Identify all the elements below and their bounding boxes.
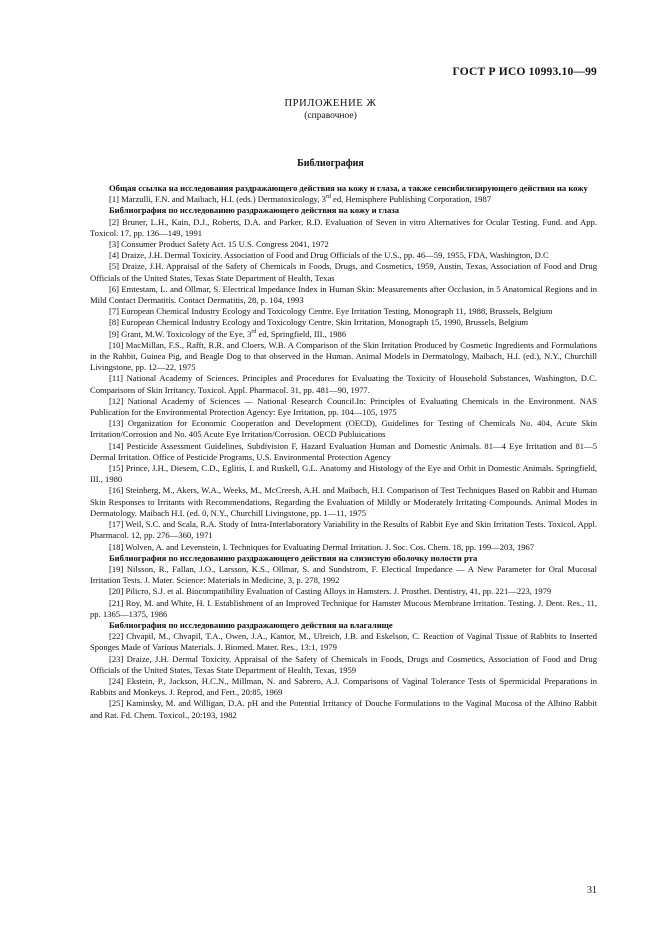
page-number: 31 — [587, 885, 597, 896]
annex-title: ПРИЛОЖЕНИЕ Ж — [284, 98, 377, 109]
reference-entry — [90, 631, 597, 653]
reference-text: [8] European Chemical Industry Ecology and Toxicology Centre. Skin Irritation, Monograph 15, 1990, Brussels, Belgium — [109, 317, 529, 328]
section-heading — [90, 553, 597, 564]
reference-text: Библиография по исследованию раздражающего действия на кожу и глаза — [109, 205, 400, 216]
section-heading — [90, 620, 597, 631]
reference-text: [10] MacMillan, F.S., Rafft, R.R. and Cloers, W.B. A Comparison of the Skin Irritation Produced by Cosmetic Ingredients and Formulations in the Rabbit, Guinea Pig, and Beagle Dog to that observed in the Human. Animal Models in Dermatology, Maibach, H.I. (ed.), N.Y., Churchill Livingstone, pp. 12—22, 1975 — [90, 339, 597, 373]
reference-entry — [90, 261, 597, 283]
reference-entry — [90, 519, 597, 541]
reference-text: [15] Prince, J.H., Diesem, C.D., Eglitis, I. and Ruskell, G.L. Anatomy and Histology of the Eye and Orbit in Domestic Animals. Springfield, III., 1980 — [90, 463, 597, 485]
reference-entry — [90, 217, 597, 239]
reference-text: [13] Organization for Economic Cooperation and Development (OECD), Guidelines for Testing of Chemicals No. 404, Acute Skin Irritation/Corrosion and No. 405 Acute Eye Irritation/Corrosion. OECD Publuications — [90, 418, 597, 440]
reference-text-continued: ed, Springfield, III., 1986 — [256, 328, 347, 339]
reference-text: [21] Roy, M. and White, H. I. Establishment of an Improved Technique for Hamster Mucous Membrane Irritation. Testing. J. Dent. Res., 11, pp. 1365—1375, 1986 — [90, 597, 597, 619]
reference-entry — [90, 373, 597, 395]
reference-entry — [90, 284, 597, 306]
reference-entry — [90, 239, 597, 250]
reference-entry — [90, 194, 597, 205]
reference-entry — [90, 485, 597, 519]
reference-text: [11] National Academy of Sciences. Principles and Procedures for Evaluating the Toxicity of Household Substances, Washington, D.C. Comparisons of Skin Irritancy. Toxicol. Appl. Pharmacol. 31, pp. 481—90, 1977. — [90, 373, 597, 395]
reference-entry — [90, 396, 597, 418]
section-title: Библиография — [297, 158, 364, 169]
reference-text: [3] Consumer Product Safety Act. 15 U.S. Congress 2041, 1972 — [109, 239, 329, 250]
reference-entry — [90, 676, 597, 698]
reference-text: Библиография по исследованию раздражающего действия на слизистую оболочку полости рта — [109, 552, 478, 563]
reference-text: [6] Emtestam, L. and Ollmar, S. Electrical Impedance Index in Human Skin: Measurements after Occlusion, in 5 Anatomical Regions and in Mild Contact Dermatitis. Contact Dermatitis, 28, p. 104, 1993 — [90, 283, 597, 306]
reference-text: [22] Chvapil, M., Chvapil, T.A., Owen, J.A., Kantor, M., Ulreich, J.B. and Eskelson, C. Reaction of Vaginal Tissue of Rabbits to Inserted Sponges Made of Various Materials. J. Biomed. Mater. Res., 13:1, 1979 — [90, 631, 597, 653]
reference-entry — [90, 542, 597, 553]
section-heading — [90, 205, 597, 216]
bibliography-list — [90, 183, 597, 721]
reference-entry — [90, 340, 597, 374]
reference-text: [16] Steinberg, M., Akers, W.A., Weeks, M., McCreesh, A.H. and Maibach, H.I. Comparison of Test Techniques Based on Rabbit and Human Skin Responses to Irritants with Recommendations, Regarding the Evaluation of Mildly or Moderately Irritating Compounds. Animal Modes in Dermatology. Maibach H.I. (ed. 0, N.Y., Churchill Livingstone, pp. 1—11, 1975 — [90, 485, 597, 518]
reference-text: [17] Weil, S.C. and Scala, R.A. Study of Intra-Interlaboratory Variability in the Results of Rabbit Eye and Skin Irritation Tests. Toxicol. Appl. Pharmacol. 12, pp. 276—360, 1971 — [90, 519, 597, 541]
reference-entry — [90, 463, 597, 485]
reference-entry — [90, 698, 597, 720]
section-heading — [90, 183, 597, 194]
reference-text: [9] Grant, M.W. Toxicology of the Eye, 3 — [109, 328, 252, 339]
reference-entry — [90, 441, 597, 463]
reference-text: [5] Draize, J.H. Appraisal of the Safety of Chemicals in Foods, Drugs, and Cosmetics, 1959, Austin, Texas, Association of Food and Drug Officials of the United States, Texas State Department of Health, Texas — [90, 261, 597, 283]
reference-entry — [90, 654, 597, 676]
reference-text: [14] Pesticide Assessment Guidelines, Subdivision F, Hazard Evaluation Human and Domestic Animals. 81—4 Eye Irritation and 81—5 Dermal Irritation. Office of Pesticide Programs, U.S. Environmental Protection Agency — [90, 440, 597, 462]
reference-text: [4] Draize, J.H. Dermal Toxicity. Association of Food and Drug Officials of the U.S., pp. 46—59, 1955, FDA, Washington, D.C — [109, 250, 549, 261]
reference-text: [25] Kaminsky, M. and Willigan, D.A. pH and the Potential Irritancy of Douche Formulations to the Vaginal Mucosa of the Albino Rabbit and Rat. Fd. Chem. Toxicol., 20:193, 1982 — [90, 698, 597, 720]
reference-entry — [90, 586, 597, 597]
superscript: rd — [325, 194, 331, 201]
reference-entry — [90, 598, 597, 620]
reference-text: [19] Nilsson, R., Fallan, J.O., Larsson, K.S., Ollmar, S. and Sundstrom, F. Electical Impedance — A New Parameter for Oral Mucosal Irritation Tests. J. Mater. Science: Materials in Medicine, 3, p. 278, 1992 — [90, 563, 597, 586]
reference-text: [1] Marzulli, F.N. and Maibach, H.I. (eds.) Dermatoxicology, 3 — [109, 194, 326, 205]
reference-text-continued: ed, Hemisphere Publishing Corporation, 1987 — [330, 194, 492, 205]
reference-text: [7] European Chemical Industry Ecology and Toxicology Centre. Eye Irritation Testing, Monograph 11, 1988, Brussels, Belgium — [109, 306, 553, 317]
reference-text: [20] Pilicro, S.J. et al. Biocompatibility Evaluation of Casting Alloys in Hamsters. J. Prosthet. Dentistry, 41, pp. 221—223, 1979 — [109, 586, 552, 597]
reference-entry — [90, 329, 597, 340]
reference-entry — [90, 306, 597, 317]
reference-entry — [90, 564, 597, 586]
reference-text: Общая ссылка на исследования раздражающего действия на кожу и глаза, а также сенсибилизирующего действия на кожу — [109, 183, 588, 193]
reference-text: [12] National Academy of Sciences — National Research Council.In: Principles of Evaluating Chemicals in the Environment. NAS Publication for the Environmental Protection Agency: Eye Irritation, pp. 104—105, 1975 — [90, 395, 597, 418]
reference-text: [24] Ekstein, P., Jackson, H.C.N., Millman, N. and Sabrero, A.J. Comparisons of Vaginal Tolerance Tests of Spermicidal Preparations in Rabbits and Monkeys. J. Reprod, and Fert., 20:85, 1969 — [90, 675, 597, 698]
standard-code: ГОСТ Р ИСО 10993.10—99 — [452, 66, 597, 78]
reference-text: Библиография по исследованию раздражающего действия на влагалище — [109, 619, 393, 630]
reference-entry — [90, 418, 597, 440]
reference-entry — [90, 250, 597, 261]
reference-text: [23] Draize, J.H. Dermal Toxicity. Appraisal of the Safety of Chemicals in Foods, Drugs and Cosmetics, Association of Food and Drug Officials of the United States, Texas State Department of Health, Texas, 1959 — [90, 653, 597, 675]
reference-text: [2] Bruner, L.H., Kain, D.J., Roberts, D.A. and Parker, R.D. Evaluation of Seven in vitro Alternatives for Ocular Testing. Fund. and App. Toxicol. 17, pp. 136—149, 1991 — [90, 216, 597, 238]
annex-subtitle: (справочное) — [304, 111, 357, 121]
reference-text: [18] Wolven, A. and Levenstein, I. Techniques for Evaluating Dermal Irritation. J. Soc. Cos. Chem. 18, pp. 199—203, 1967 — [109, 541, 535, 552]
superscript: rd — [251, 328, 257, 335]
reference-entry — [90, 317, 597, 328]
